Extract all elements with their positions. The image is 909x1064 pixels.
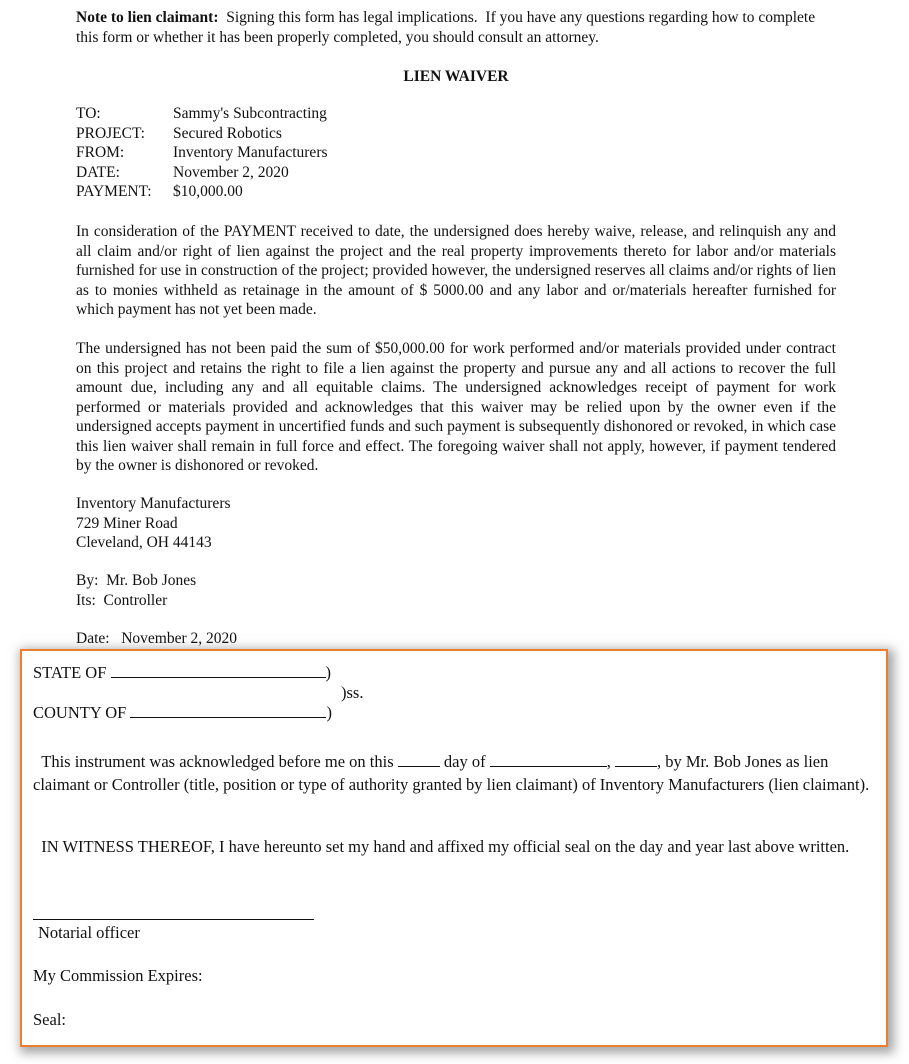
consideration-paragraph: In consideration of the PAYMENT received to date, the undersigned does hereby waive, release, and relinquish any and all claim and/or right of lien against the project and the real property improvements thereto for labor and/or materials furnished for use in construction of the project; provided however, the undersigned reserves all claims and/or rights of lien as to monies withheld as retainage in the amount of $ 5000.00 and any labor and or/materials hereafter furnished for which payment has not yet been made. — [76, 223, 836, 318]
ss-label: )ss. — [341, 683, 364, 702]
header-row-to — [76, 104, 328, 124]
state-label: STATE OF — [33, 663, 111, 682]
seal-label: Seal: — [33, 1010, 66, 1029]
document-title: LIEN WAIVER — [403, 68, 509, 85]
commission-expires-label: My Commission Expires: — [33, 966, 203, 985]
address-city: Cleveland, OH 44143 — [76, 534, 212, 551]
notary-signature-line[interactable] — [33, 905, 314, 920]
field-label: PROJECT: — [76, 124, 145, 142]
address-street: 729 Miner Road — [76, 514, 178, 532]
signature-date: Date: November 2, 2020 — [76, 630, 237, 647]
ack-text: , — [606, 752, 615, 771]
signatory-block — [76, 571, 196, 611]
header-fields — [76, 104, 328, 202]
month-blank[interactable] — [490, 752, 607, 767]
note-label: Note to lien claimant: — [76, 9, 219, 26]
notarial-officer-label: Notarial officer — [38, 923, 140, 942]
address-company: Inventory Manufacturers — [76, 495, 231, 512]
county-label: COUNTY OF — [33, 703, 131, 722]
field-label: TO: — [76, 105, 101, 122]
field-value: Sammy's Subcontracting — [173, 105, 327, 122]
ss-row — [33, 683, 363, 703]
notary-acknowledgment-box — [20, 649, 888, 1047]
field-value: $10,000.00 — [173, 183, 243, 200]
county-row — [33, 703, 363, 723]
ack-text: , by Mr. Bob Jones as lien claimant or Controller (title, position or type of authority granted by lien claimant) of Inventory Manufacturers (lien claimant). — [33, 752, 870, 794]
witness-paragraph: IN WITNESS THEREOF, I have hereunto set my hand and affixed my official seal on the day and year last above written. — [33, 837, 850, 856]
unpaid-sum-paragraph: The undersigned has not been paid the sum of $50,000.00 for work performed and/or materials provided under contract on this project and retains the right to file a lien against the property and pursue any and all actions to recover the full amount due, including any and all equitable claims. The undersigned acknowledges receipt of payment for work performed or materials provided and acknowledges that this waiver may be relied upon by the owner even if the undersigned accepts payment in uncertified funds and such payment is subsequently dishonored or revoked, in which case this lien waiver shall remain in full force and effect. The foregoing waiver shall not apply, however, if payment tendered by the owner is dishonored or revoked. — [76, 340, 836, 474]
signatory-by: By: Mr. Bob Jones — [76, 572, 197, 589]
field-value: Secured Robotics — [173, 124, 282, 142]
county-blank[interactable] — [130, 703, 326, 718]
note-text: Signing this form has legal implications. If you have any questions regarding how to complete this form or whether it has been properly completed, you should consult an attorney. — [76, 9, 819, 46]
field-label: PAYMENT: — [76, 183, 152, 200]
lien-waiver-document — [76, 8, 836, 647]
signatory-its: Its: Controller — [76, 592, 168, 609]
county-paren: ) — [326, 703, 332, 722]
header-row-date — [76, 163, 328, 183]
state-blank[interactable] — [111, 663, 326, 678]
field-value: November 2, 2020 — [173, 163, 289, 181]
field-label: DATE: — [76, 163, 120, 181]
header-row-payment — [76, 182, 328, 202]
note-to-lien-claimant — [76, 8, 836, 47]
state-row — [33, 663, 363, 683]
acknowledgment-paragraph — [33, 750, 878, 796]
year-blank[interactable] — [615, 752, 657, 767]
field-value: Inventory Manufacturers — [173, 144, 328, 161]
header-row-from — [76, 143, 328, 163]
ack-text: This instrument was acknowledged before me on this — [33, 752, 398, 771]
header-row-project — [76, 124, 328, 144]
state-paren: ) — [325, 663, 332, 682]
day-blank[interactable] — [398, 752, 440, 767]
field-label: FROM: — [76, 144, 125, 161]
claimant-address — [76, 494, 231, 553]
venue-block — [33, 663, 363, 723]
ack-text: day of — [439, 752, 490, 771]
